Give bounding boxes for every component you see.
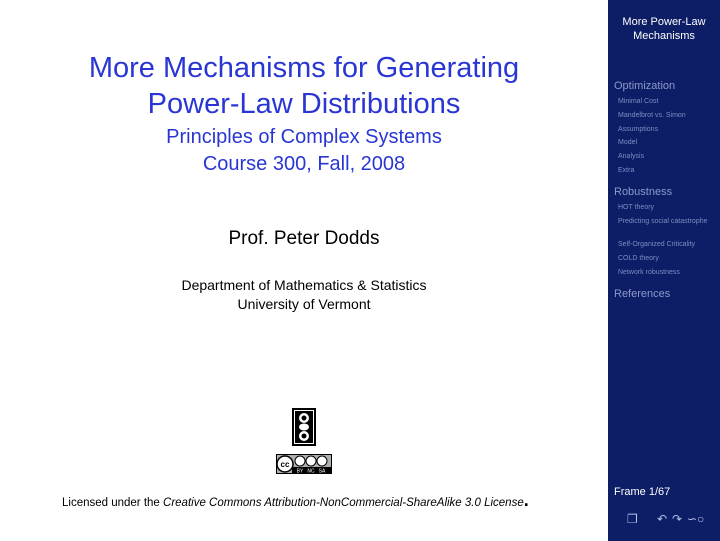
sidebar-item-predicting-social-catastrophe[interactable]: Predicting social catastrophe [618,218,708,225]
cc-badge-sa: SA [318,468,326,474]
back-icon[interactable]: ↶ [657,512,668,526]
sidebar-item-assumptions[interactable]: Assumptions [618,126,659,133]
sidebar-item-model[interactable]: Model [618,139,638,146]
search-icon[interactable]: ∽○ [687,512,705,526]
frame-nav-icon[interactable]: ❐ [627,512,638,526]
sidebar-item-hot-theory[interactable]: HOT theory [618,204,655,211]
sidebar-header-line1: More Power-Law [622,16,706,28]
sidebar-item-self-organized-criticality[interactable]: Self-Organized Criticality [618,241,696,248]
slide-subtitle-line2: Course 300, Fall, 2008 [202,153,406,175]
sidebar-header-line2: Mechanisms [633,30,695,42]
sidebar-section-robustness[interactable]: Robustness [614,186,673,198]
sidebar-item-extra[interactable]: Extra [618,167,635,174]
sidebar-item-mandelbrot-vs-simon[interactable]: Mandelbrot vs. Simon [618,112,686,119]
cc-badge-nc: NC [307,468,315,474]
sidebar-header[interactable] [608,15,720,43]
slide-title-line1: More Mechanisms for Generating [88,52,520,84]
institution-line1: Department of Mathematics & Statistics [181,277,427,293]
sidebar-section-optimization[interactable]: Optimization [614,80,676,92]
sidebar-section-references[interactable]: References [614,288,671,300]
license-suffix: . [523,490,529,510]
sidebar-item-analysis[interactable]: Analysis [618,153,645,160]
forward-icon[interactable]: ↷ [672,512,683,526]
author-name: Prof. Peter Dodds [228,228,380,249]
license-prefix: Licensed under the [62,497,164,509]
sidebar-item-network-robustness[interactable]: Network robustness [618,269,680,276]
university-logo [292,408,316,446]
sidebar-item-cold-theory[interactable]: COLD theory [618,255,659,262]
license-text [62,490,529,511]
cc-license-badge [276,454,332,474]
navigation-sidebar [608,0,720,541]
license-link[interactable]: Creative Commons Attribution-NonCommercial-ShareAlike 3.0 License [163,497,524,509]
svg-text:cc: cc [280,460,290,469]
slide-subtitle-line1: Principles of Complex Systems [166,126,442,148]
frame-counter: Frame 1/67 [614,486,671,498]
cc-badge-by: BY [296,468,304,474]
slide-title-line2: Power-Law Distributions [147,88,461,120]
institution-line2: University of Vermont [237,296,371,312]
sidebar-item-minimal-cost[interactable]: Minimal Cost [618,98,659,105]
